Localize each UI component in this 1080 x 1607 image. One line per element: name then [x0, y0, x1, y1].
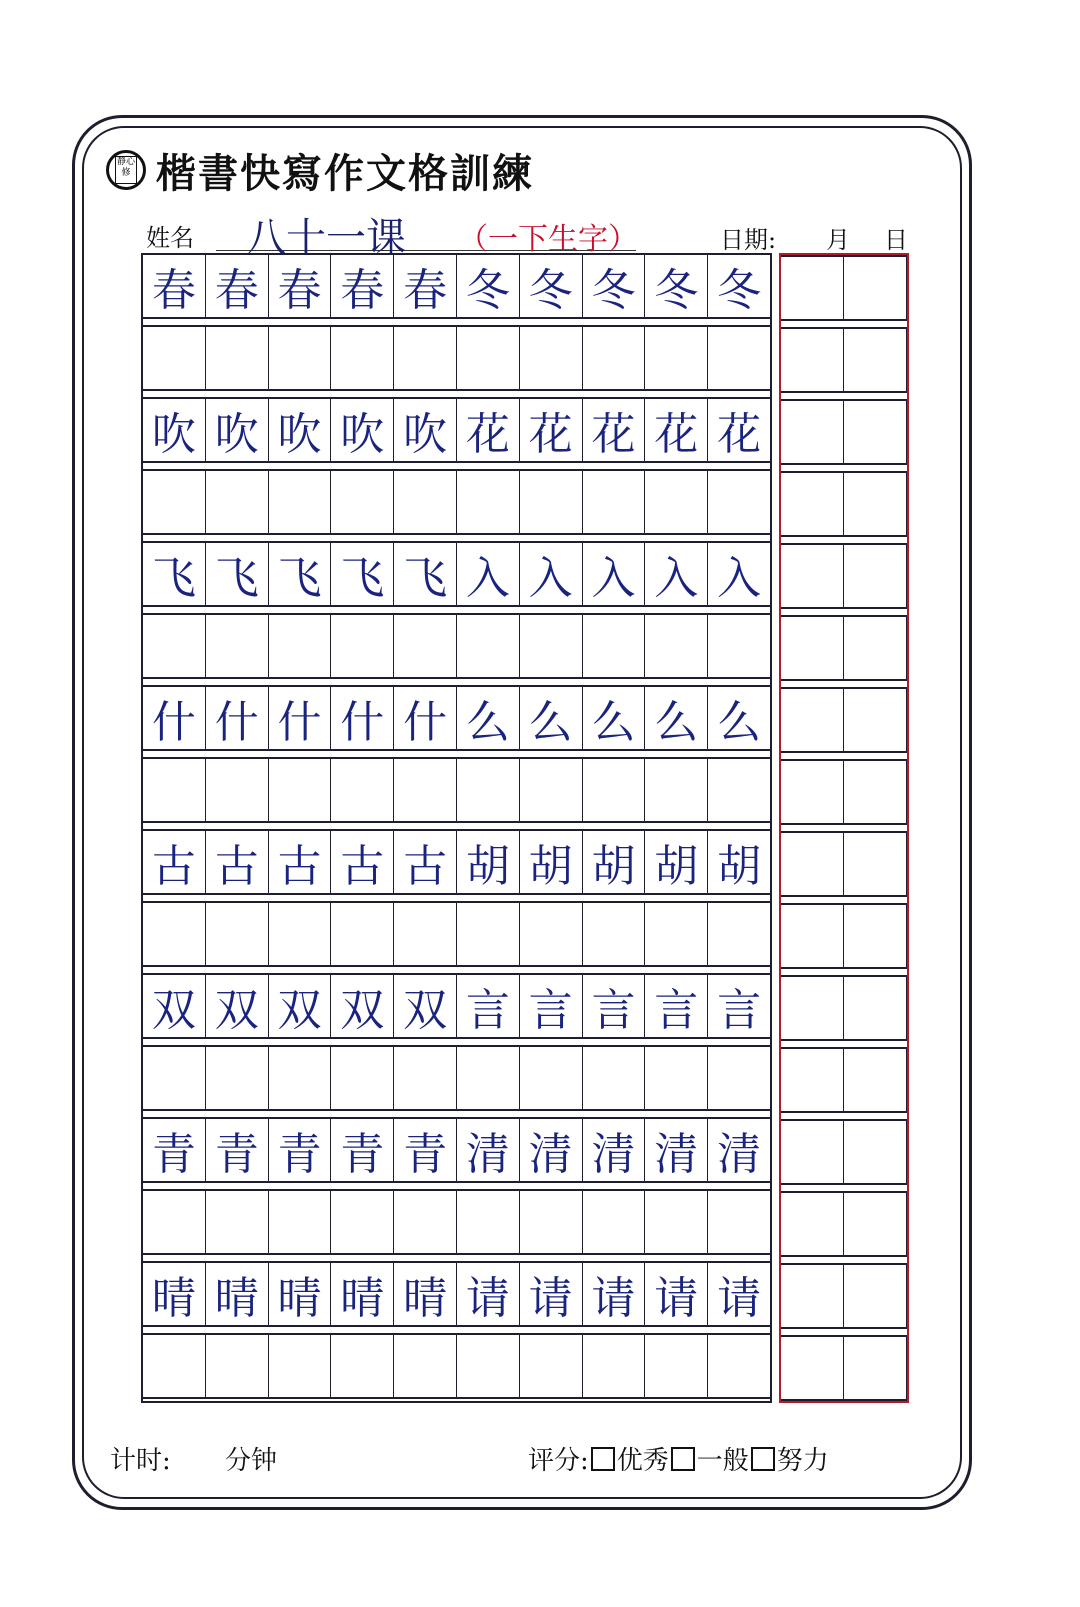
grid-row: [143, 685, 770, 751]
grid-cell: [645, 327, 708, 389]
side-grid-row: [781, 1191, 907, 1257]
grid-cell: [520, 903, 583, 965]
side-grid-cell: [781, 761, 844, 823]
grid-row: [143, 1261, 770, 1327]
grid-cell: 春: [269, 255, 332, 317]
grid-cell: 双: [143, 975, 206, 1037]
side-grid-cell: [781, 1121, 844, 1183]
grid-cell: 飞: [143, 543, 206, 605]
date-label: 日期:: [720, 226, 777, 254]
grid-cell: 双: [269, 975, 332, 1037]
grid-row: [143, 613, 770, 679]
grid-cell: [206, 615, 269, 677]
side-grid-row: [781, 255, 907, 321]
grid-cell: [457, 1191, 520, 1253]
side-grid-row: [781, 1263, 907, 1329]
grid-cell: 晴: [394, 1263, 457, 1325]
grid-cell: [645, 1191, 708, 1253]
grid-cell: 什: [206, 687, 269, 749]
side-grid-cell: [781, 617, 844, 679]
footer: [110, 1440, 910, 1480]
grid-cell: 么: [583, 687, 646, 749]
grid-cell: 双: [394, 975, 457, 1037]
grid-cell: [394, 903, 457, 965]
grid-cell: [269, 1191, 332, 1253]
grid-cell: 春: [394, 255, 457, 317]
option-excellent: 优秀: [616, 1446, 669, 1476]
grid-cell: 什: [394, 687, 457, 749]
grid-cell: 清: [717, 1129, 762, 1180]
grid-cell: [708, 1335, 770, 1397]
grid-cell: 冬: [717, 265, 762, 316]
timer-label: 计时:: [110, 1446, 171, 1476]
grid-cell: [520, 615, 583, 677]
grid-cell: 花: [645, 399, 708, 461]
day-label: 日: [884, 226, 908, 254]
grid-cell: [520, 327, 583, 389]
month-label: 月: [826, 226, 850, 254]
grid-cell: 清: [583, 1119, 646, 1181]
grid-cell: 花: [457, 399, 520, 461]
grid-cell: 青: [331, 1119, 394, 1181]
checkbox-average[interactable]: [671, 1447, 695, 1471]
grid-cell: 请: [645, 1263, 708, 1325]
name-note: （一下生字）: [458, 222, 638, 257]
name-label: 姓名: [146, 224, 194, 252]
side-grid-row: [781, 687, 907, 753]
grid-cell: [457, 327, 520, 389]
grid-cell: [269, 1335, 332, 1397]
side-grid-cell: [781, 977, 844, 1039]
side-grid-cell: [781, 1265, 844, 1327]
grid-cell: [645, 1335, 708, 1397]
grid-cell: 春: [143, 255, 206, 317]
grid-cell: [143, 615, 206, 677]
grid-cell: 请: [457, 1263, 520, 1325]
grid-cell: [583, 903, 646, 965]
grid-cell: [143, 903, 206, 965]
grid-cell: 言: [520, 975, 583, 1037]
grid-cell: [708, 903, 770, 965]
side-grid-cell: [844, 401, 907, 463]
side-grid-row: [781, 615, 907, 681]
grid-cell: 胡: [717, 841, 762, 892]
grid-cell: 么: [520, 687, 583, 749]
grid-cell: [331, 615, 394, 677]
grid-cell: [331, 1047, 394, 1109]
grid-row: [143, 901, 770, 967]
grid-cell: [583, 327, 646, 389]
grid-cell: 飞: [269, 543, 332, 605]
grid-cell: [708, 1047, 770, 1109]
grid-cell: 言: [583, 975, 646, 1037]
grid-cell: [394, 1335, 457, 1397]
grid-cell: 飞: [206, 543, 269, 605]
grid-row: [143, 253, 770, 319]
checkbox-excellent[interactable]: [591, 1447, 615, 1471]
grid-cell: 吹: [143, 399, 206, 461]
grid-cell: 青: [206, 1119, 269, 1181]
grid-cell: [583, 759, 646, 821]
grid-cell: 古: [331, 831, 394, 893]
grid-cell: [143, 327, 206, 389]
grid-cell: 吹: [394, 399, 457, 461]
grid-cell: 冬: [457, 255, 520, 317]
side-grid-cell: [844, 833, 907, 895]
grid-cell: 冬: [645, 255, 708, 317]
grid-cell: 春: [206, 255, 269, 317]
grid-cell: 青: [143, 1119, 206, 1181]
side-grid-cell: [781, 1337, 844, 1399]
grid-cell: 入: [645, 543, 708, 605]
grid-cell: [583, 615, 646, 677]
grid-cell: [143, 471, 206, 533]
side-grid-cell: [844, 1337, 907, 1399]
side-grid-cell: [844, 1049, 907, 1111]
side-grid-row: [781, 471, 907, 537]
side-grid-row: [781, 1335, 907, 1401]
grid-cell: [143, 759, 206, 821]
grid-cell: [520, 1047, 583, 1109]
grid-cell: 么: [645, 687, 708, 749]
grid-cell: 清: [457, 1119, 520, 1181]
grid-cell: [269, 759, 332, 821]
side-grid-cell: [781, 905, 844, 967]
grid-cell: 胡: [457, 831, 520, 893]
grid-cell: [645, 903, 708, 965]
score-section: [528, 1440, 829, 1477]
grid-cell: [206, 1047, 269, 1109]
header: [106, 140, 534, 200]
side-grid-row: [781, 1119, 907, 1185]
side-grid-row: [781, 831, 907, 897]
grid-cell: 清: [520, 1119, 583, 1181]
grid-cell: 么: [457, 687, 520, 749]
grid-cell: [206, 1335, 269, 1397]
grid-cell: [206, 471, 269, 533]
grid-cell: 双: [206, 975, 269, 1037]
grid-cell: [457, 615, 520, 677]
grid-cell: 入: [583, 543, 646, 605]
grid-cell: 请: [520, 1263, 583, 1325]
side-grid-row: [781, 327, 907, 393]
grid-row: [143, 469, 770, 535]
grid-cell: [457, 1047, 520, 1109]
grid-cell: [206, 1191, 269, 1253]
grid-cell: [331, 759, 394, 821]
seal-text: 静心修: [115, 156, 137, 184]
grid-cell: 吹: [206, 399, 269, 461]
grid-cell: 请: [583, 1263, 646, 1325]
grid-cell: 古: [269, 831, 332, 893]
grid-cell: [206, 903, 269, 965]
side-practice-grid: [779, 253, 909, 1403]
side-grid-row: [781, 1047, 907, 1113]
grid-cell: [143, 1191, 206, 1253]
name-row: [146, 210, 908, 261]
grid-cell: 晴: [269, 1263, 332, 1325]
side-grid-cell: [781, 689, 844, 751]
option-average: 一般: [696, 1446, 749, 1476]
grid-row: [143, 397, 770, 463]
grid-cell: 清: [645, 1119, 708, 1181]
grid-cell: [708, 759, 770, 821]
grid-cell: 古: [143, 831, 206, 893]
grid-cell: [331, 471, 394, 533]
grid-row: [143, 1045, 770, 1111]
side-grid-cell: [844, 1265, 907, 1327]
grid-cell: [457, 471, 520, 533]
grid-cell: [394, 471, 457, 533]
grid-cell: 胡: [645, 831, 708, 893]
grid-cell: 吹: [331, 399, 394, 461]
timer-unit: 分钟: [225, 1446, 278, 1476]
grid-cell: [645, 471, 708, 533]
grid-cell: [583, 1335, 646, 1397]
grid-cell: 入: [520, 543, 583, 605]
side-grid-cell: [844, 617, 907, 679]
grid-cell: [331, 903, 394, 965]
checkbox-effort[interactable]: [751, 1447, 775, 1471]
side-grid-row: [781, 543, 907, 609]
grid-cell: 青: [394, 1119, 457, 1181]
grid-cell: [143, 1335, 206, 1397]
grid-row: [143, 1189, 770, 1255]
grid-cell: 什: [143, 687, 206, 749]
grid-cell: [708, 615, 770, 677]
grid-cell: [457, 903, 520, 965]
grid-cell: 飞: [331, 543, 394, 605]
grid-cell: 言: [457, 975, 520, 1037]
side-grid-cell: [844, 1121, 907, 1183]
grid-cell: 春: [331, 255, 394, 317]
page-title: 楷書快寫作文格訓練: [156, 149, 534, 197]
grid-cell: [206, 759, 269, 821]
seal-logo: [106, 150, 146, 190]
grid-row: [143, 541, 770, 607]
grid-cell: [206, 327, 269, 389]
practice-grid: [141, 253, 772, 1403]
side-grid-row: [781, 399, 907, 465]
grid-cell: [269, 1047, 332, 1109]
grid-cell: [645, 615, 708, 677]
side-grid-cell: [781, 473, 844, 535]
grid-cell: [269, 327, 332, 389]
grid-cell: [269, 903, 332, 965]
side-grid-cell: [781, 1049, 844, 1111]
grid-cell: [583, 471, 646, 533]
grid-cell: 晴: [206, 1263, 269, 1325]
grid-cell: [583, 1191, 646, 1253]
grid-cell: 飞: [394, 543, 457, 605]
grid-cell: [520, 1191, 583, 1253]
grid-cell: [143, 1047, 206, 1109]
grid-cell: 言: [717, 985, 762, 1036]
side-grid-cell: [844, 257, 907, 319]
grid-cell: [457, 1335, 520, 1397]
grid-cell: 什: [331, 687, 394, 749]
grid-cell: 冬: [583, 255, 646, 317]
grid-cell: 古: [206, 831, 269, 893]
side-grid-cell: [844, 689, 907, 751]
grid-cell: 请: [717, 1273, 762, 1324]
side-grid-cell: [844, 545, 907, 607]
grid-cell: [394, 1191, 457, 1253]
grid-cell: [520, 471, 583, 533]
side-grid-cell: [781, 401, 844, 463]
side-grid-cell: [844, 473, 907, 535]
grid-cell: [520, 1335, 583, 1397]
side-grid-cell: [844, 761, 907, 823]
grid-row: [143, 829, 770, 895]
grid-cell: [331, 1335, 394, 1397]
grid-cell: 晴: [143, 1263, 206, 1325]
side-grid-cell: [781, 833, 844, 895]
grid-cell: 言: [645, 975, 708, 1037]
grid-cell: [394, 615, 457, 677]
grid-cell: 双: [331, 975, 394, 1037]
grid-cell: [645, 759, 708, 821]
grid-cell: 吹: [269, 399, 332, 461]
grid-cell: 什: [269, 687, 332, 749]
grid-cell: 花: [717, 409, 762, 460]
grid-row: [143, 325, 770, 391]
side-grid-cell: [781, 545, 844, 607]
side-grid-cell: [844, 1193, 907, 1255]
grid-cell: [394, 1047, 457, 1109]
grid-cell: 入: [717, 553, 762, 604]
grid-row: [143, 973, 770, 1039]
grid-cell: 花: [583, 399, 646, 461]
option-effort: 努力: [776, 1446, 829, 1476]
grid-cell: 古: [394, 831, 457, 893]
side-grid-cell: [844, 329, 907, 391]
side-grid-row: [781, 903, 907, 969]
side-grid-cell: [781, 1193, 844, 1255]
side-grid-cell: [781, 329, 844, 391]
grid-cell: 青: [269, 1119, 332, 1181]
side-grid-cell: [781, 257, 844, 319]
grid-cell: 花: [520, 399, 583, 461]
grid-cell: [708, 471, 770, 533]
name-value: 八十一课: [246, 215, 406, 261]
grid-cell: [269, 615, 332, 677]
grid-cell: [269, 471, 332, 533]
grid-cell: [708, 327, 770, 389]
grid-cell: [583, 1047, 646, 1109]
grid-cell: [520, 759, 583, 821]
grid-cell: 么: [717, 697, 762, 748]
grid-cell: [708, 1191, 770, 1253]
grid-cell: [457, 759, 520, 821]
grid-cell: [394, 759, 457, 821]
grid-row: [143, 1117, 770, 1183]
grid-cell: [645, 1047, 708, 1109]
grid-cell: 入: [457, 543, 520, 605]
grid-cell: 冬: [520, 255, 583, 317]
grid-cell: [394, 327, 457, 389]
grid-cell: 晴: [331, 1263, 394, 1325]
side-grid-cell: [844, 905, 907, 967]
side-grid-row: [781, 975, 907, 1041]
grid-cell: [331, 327, 394, 389]
grid-cell: [331, 1191, 394, 1253]
grid-cell: 胡: [520, 831, 583, 893]
grid-row: [143, 757, 770, 823]
score-label: 评分:: [528, 1446, 589, 1476]
grid-row: [143, 1333, 770, 1399]
side-grid-cell: [844, 977, 907, 1039]
grid-cell: 胡: [583, 831, 646, 893]
side-grid-row: [781, 759, 907, 825]
